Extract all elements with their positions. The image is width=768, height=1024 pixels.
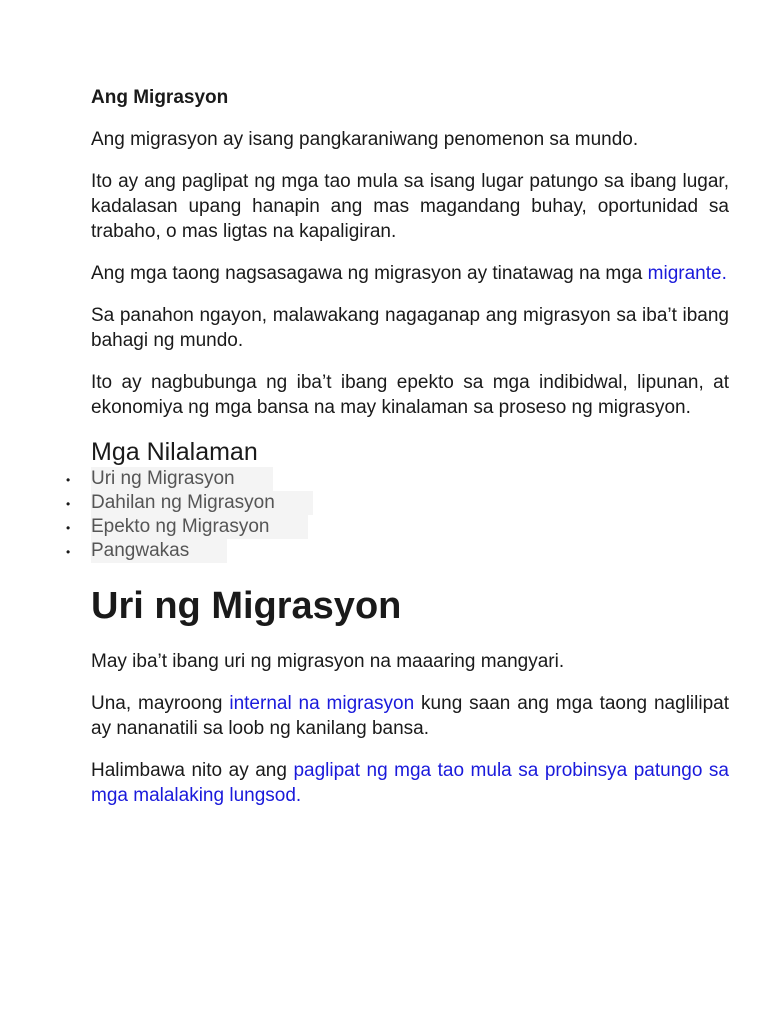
table-of-contents bbox=[66, 467, 729, 563]
bullet-icon: • bbox=[66, 521, 71, 535]
section-paragraph-2 bbox=[91, 691, 729, 741]
toc-item-uri bbox=[66, 467, 729, 491]
intro-paragraph-4: Sa panahon ngayon, malawakang nagaganap ang migrasyon sa iba’t ibang bahagi ng mundo. bbox=[91, 305, 729, 351]
section-paragraph-3 bbox=[91, 758, 729, 808]
section-paragraph-2-before: Una, mayroong bbox=[91, 693, 230, 714]
bullet-icon: • bbox=[66, 545, 71, 559]
toc-link-dahilan[interactable]: Dahilan ng Migrasyon bbox=[91, 491, 313, 515]
bullet-icon: • bbox=[66, 473, 71, 487]
intro-paragraph-5: Ito ay nagbubunga ng iba’t ibang epekto sa mga indibidwal, lipunan, at ekonomiya ng mga bansa na may kinalaman sa proseso ng migrasyon. bbox=[91, 372, 729, 418]
intro-paragraph-2: Ito ay ang paglipat ng mga tao mula sa isang lugar patungo sa ibang lugar, kadalasan upang hanapin ang mas magandang buhay, oportunidad sa trabaho, o mas ligtas na kapaligiran. bbox=[91, 171, 729, 242]
toc-item-epekto bbox=[66, 515, 729, 539]
migrante-link[interactable]: migrante. bbox=[647, 263, 727, 284]
toc-heading: Mga Nilalaman bbox=[91, 438, 258, 466]
intro-paragraph-1: Ang migrasyon ay isang pangkaraniwang penomenon sa mundo. bbox=[91, 129, 639, 150]
section-heading: Uri ng Migrasyon bbox=[91, 585, 402, 627]
document-title: Ang Migrasyon bbox=[91, 87, 229, 108]
section-paragraph-1: May iba’t ibang uri ng migrasyon na maaaring mangyari. bbox=[91, 651, 565, 672]
intro-paragraph-3 bbox=[91, 261, 729, 286]
section-paragraph-3-before: Halimbawa nito ay ang bbox=[91, 760, 294, 781]
toc-link-epekto[interactable]: Epekto ng Migrasyon bbox=[91, 515, 308, 539]
intro-paragraph-3-text: Ang mga taong nagsasagawa ng migrasyon ay tinatawag na mga bbox=[91, 263, 648, 284]
toc-item-pangwakas bbox=[66, 539, 729, 563]
section-paragraph-2-after: kung saan ang mga taong naglilipat ay nananatili sa loob ng kanilang bansa. bbox=[91, 693, 729, 739]
toc-item-dahilan bbox=[66, 491, 729, 515]
toc-link-uri[interactable]: Uri ng Migrasyon bbox=[91, 467, 273, 491]
internal-migrasyon-link[interactable]: internal na migrasyon bbox=[229, 693, 415, 714]
bullet-icon: • bbox=[66, 497, 71, 511]
toc-link-pangwakas[interactable]: Pangwakas bbox=[91, 539, 227, 563]
paglipat-link[interactable]: paglipat ng mga tao mula sa probinsya patungo sa mga malalaking lungsod. bbox=[91, 760, 729, 806]
